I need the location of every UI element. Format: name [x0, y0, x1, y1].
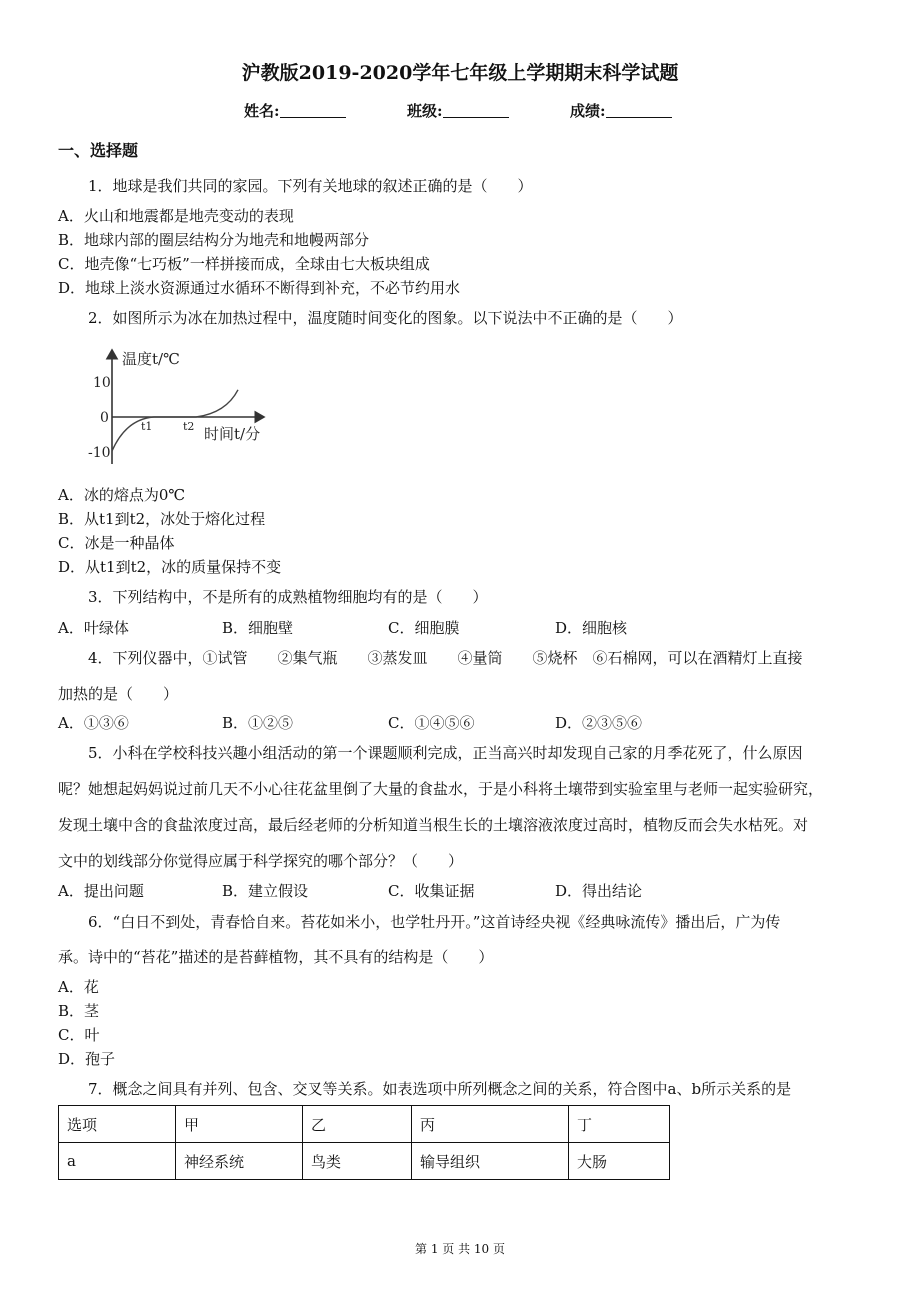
q2-stem: 2．如图所示为冰在加热过程中，温度随时间变化的图象。以下说法中不正确的是（ ）: [88, 309, 683, 327]
q3-option-a: A．叶绿体: [58, 619, 129, 637]
q3-stem: 3．下列结构中，不是所有的成熟植物细胞均有的是（ ）: [88, 588, 488, 606]
name-blank: [280, 103, 346, 118]
q1-stem: 1．地球是我们共同的家园。下列有关地球的叙述正确的是（ ）: [88, 177, 533, 195]
x-tick-t2: t2: [183, 420, 195, 433]
q2-option-a: A．冰的熔点为0℃: [58, 486, 186, 504]
q1-option-d: D．地球上淡水资源通过水循环不断得到补充，不必节约用水: [58, 279, 461, 297]
score-blank: [606, 103, 672, 118]
name-field: [244, 100, 346, 121]
page-footer: 第 1 页 共 10 页: [415, 1242, 505, 1256]
q4-stem-line2: 加热的是（ ）: [58, 685, 179, 703]
q6-line1: 6．“白日不到处，青春恰自来。苔花如米小，也学牡丹开。”这首诗经央视《经典咏流传》播出后，广为传: [88, 913, 781, 931]
table-cell: 选项: [59, 1106, 176, 1143]
q7-concept-table: [58, 1105, 670, 1180]
q2-option-d: D．从t1到t2，冰的质量保持不变: [58, 558, 282, 576]
table-cell: 大肠: [569, 1143, 670, 1180]
table-header-row: [59, 1106, 670, 1143]
q5-option-a: A．提出问题: [58, 882, 144, 900]
q4-option-a: A．①③⑥: [58, 714, 129, 732]
q5-line3: 发现土壤中含的食盐浓度过高，最后经老师的分析知道当根生长的土壤溶液浓度过高时，植物反而会失水枯死。对: [58, 816, 809, 834]
q5-option-d: D．得出结论: [555, 882, 643, 900]
q6-option-a: A．花: [58, 978, 99, 996]
table-cell: 神经系统: [176, 1143, 303, 1180]
q6-option-d: D．孢子: [58, 1050, 116, 1068]
q3-option-d: D．细胞核: [555, 619, 628, 637]
q1-option-c: C．地壳像“七巧板”一样拼接而成，全球由七大板块组成: [58, 255, 430, 273]
name-label: 姓名:: [244, 102, 280, 120]
q5-option-b: B．建立假设: [222, 882, 309, 900]
table-cell: 丁: [569, 1106, 670, 1143]
table-cell: 乙: [303, 1106, 412, 1143]
table-cell: a: [59, 1143, 176, 1180]
q1-option-a: A．火山和地震都是地壳变动的表现: [58, 207, 294, 225]
class-label: 班级:: [407, 102, 443, 120]
q4-option-d: D．②③⑤⑥: [555, 714, 643, 732]
score-field: [570, 100, 672, 121]
temperature-time-chart: [84, 338, 284, 474]
q6-line2: 承。诗中的“苔花”描述的是苔藓植物，其不具有的结构是（ ）: [58, 948, 494, 966]
page-title: 沪教版2019-2020学年七年级上学期期末科学试题: [241, 62, 679, 84]
score-label: 成绩:: [570, 102, 606, 120]
q3-option-c: C．细胞膜: [388, 619, 460, 637]
section-heading: 一、选择题: [58, 141, 139, 160]
q2-option-c: C．冰是一种晶体: [58, 534, 175, 552]
q5-line4: 文中的划线部分你觉得应属于科学探究的哪个部分？（ ）: [58, 852, 464, 870]
table-cell: 甲: [176, 1106, 303, 1143]
y-axis-label: 温度t/℃: [122, 350, 180, 368]
x-tick-t1: t1: [141, 420, 153, 433]
q1-option-b: B．地球内部的圈层结构分为地壳和地幔两部分: [58, 231, 370, 249]
table-cell: 丙: [412, 1106, 569, 1143]
y-tick-minus-10: -10: [88, 445, 111, 461]
q3-option-b: B．细胞壁: [222, 619, 294, 637]
q5-line2: 呢？她想起妈妈说过前几天不小心往花盆里倒了大量的食盐水，于是小科将土壤带到实验室里与老师一起实验研究，: [58, 780, 824, 798]
q4-option-b: B．①②⑤: [222, 714, 294, 732]
table-cell: 输导组织: [412, 1143, 569, 1180]
q5-option-c: C．收集证据: [388, 882, 475, 900]
q7-stem: 7．概念之间具有并列、包含、交叉等关系。如表选项中所列概念之间的关系，符合图中a、b所示关系的是: [88, 1080, 792, 1098]
y-tick-10: 10: [93, 375, 111, 391]
table-row: [59, 1143, 670, 1180]
q4-option-c: C．①④⑤⑥: [388, 714, 475, 732]
q4-stem-line1: 4．下列仪器中，①试管 ②集气瓶 ③蒸发皿 ④量筒 ⑤烧杯 ⑥石棉网，可以在酒精灯上直接: [88, 649, 803, 667]
class-field: [407, 100, 509, 121]
q5-line1: 5．小科在学校科技兴趣小组活动的第一个课题顺利完成，正当高兴时却发现自己家的月季花死了，什么原因: [88, 744, 803, 762]
class-blank: [443, 103, 509, 118]
q6-option-c: C．叶: [58, 1026, 100, 1044]
table-cell: 鸟类: [303, 1143, 412, 1180]
x-axis-label: 时间t/分: [204, 425, 261, 443]
q2-option-b: B．从t1到t2，冰处于熔化过程: [58, 510, 266, 528]
y-tick-0: 0: [100, 410, 109, 426]
q6-option-b: B．茎: [58, 1002, 100, 1020]
